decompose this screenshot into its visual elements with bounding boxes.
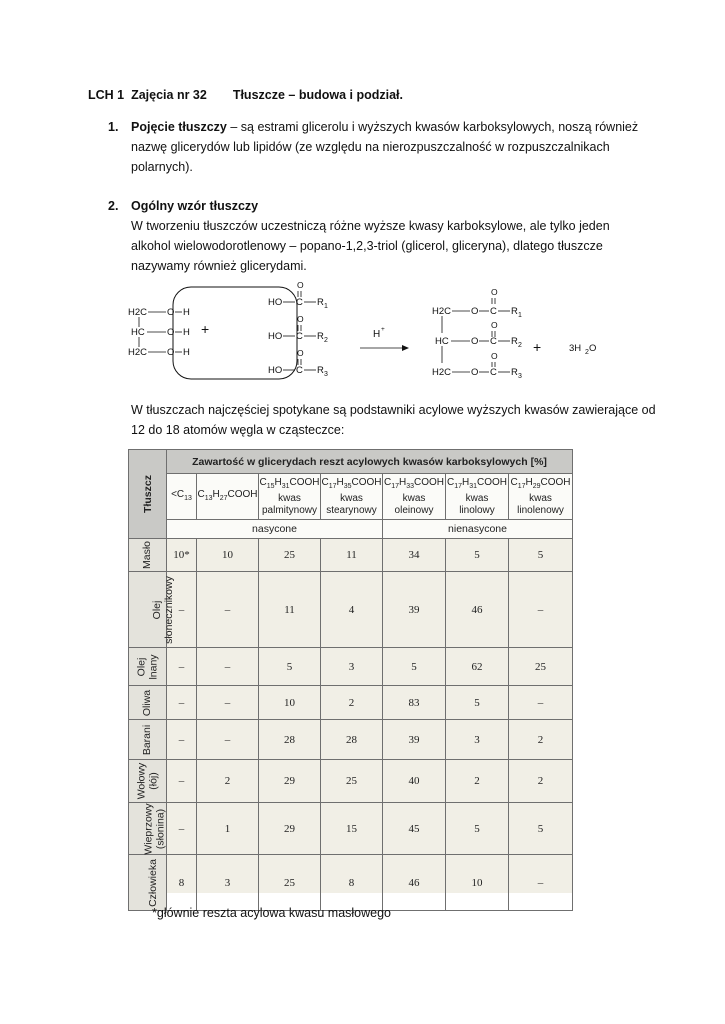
plus-sign-2: + (533, 339, 542, 355)
table-cell: 4 (321, 572, 383, 648)
section-1-definition (131, 117, 691, 177)
table-cell: 83 (383, 686, 446, 720)
col-header-oleic: $C_{17}H_{33}COOH$ kwas oleinowy (383, 474, 446, 520)
reaction-arrow (360, 326, 409, 351)
table-cell: 34 (383, 539, 446, 572)
table-cell: 25 (259, 855, 321, 911)
table-row (129, 855, 573, 911)
section-3-line-1: W tłuszczach najczęściej spotykane są podstawniki acylowe wyższych kwasów zawierające od (131, 403, 656, 417)
row-label: Człowieka (129, 855, 167, 911)
svg-text:O: O (589, 343, 597, 354)
table-cell: 46 (383, 855, 446, 911)
table-cell: 8 (167, 855, 197, 911)
svg-text:H: H (183, 307, 190, 318)
section-1-line-1: – są estrami glicerolu i wyższych kwasów karboksylowych, noszą również (226, 120, 639, 134)
svg-text:R: R (317, 331, 324, 342)
table-cell: 3 (446, 720, 509, 760)
table-cell: 45 (383, 803, 446, 855)
svg-text:+: + (381, 326, 385, 333)
row-label: Olej słonecznikowy (129, 572, 167, 648)
table-cell: – (167, 760, 197, 803)
table-title: Zawartość w glicerydach reszt acylowych kwasów karboksylowych [%] (167, 450, 573, 474)
row-label: Masło (129, 539, 167, 572)
svg-text:O: O (297, 348, 304, 358)
svg-text:R: R (511, 336, 518, 347)
col-header-palmitic: $C_{15}H_{31}COOH$ kwas palmitynowy (259, 474, 321, 520)
table-cell: – (167, 720, 197, 760)
svg-text:O: O (297, 280, 304, 290)
svg-text:R: R (317, 297, 324, 308)
table-cell: – (167, 572, 197, 648)
table-cell: – (167, 803, 197, 855)
lesson-number: Zajęcia nr 32 (131, 88, 207, 102)
esterification-reaction-diagram (120, 278, 620, 388)
footnote: *głównie reszta acylowa kwasu masłowego (152, 906, 392, 920)
row-label: Barani (129, 720, 167, 760)
svg-text:H: H (373, 329, 381, 340)
table-cell: 46 (446, 572, 509, 648)
section-1-term: Pojęcie tłuszczy (131, 120, 227, 134)
svg-text:H: H (183, 347, 190, 358)
section-2-line-3: nazywamy również glicerydami. (131, 259, 307, 273)
svg-text:O: O (491, 287, 498, 297)
table-cell: 5 (509, 539, 573, 572)
section-3-text (131, 400, 691, 440)
table-cell: 29 (259, 760, 321, 803)
table-cell: 11 (321, 539, 383, 572)
svg-text:O: O (167, 327, 175, 338)
triglyceride-molecule (432, 287, 522, 380)
table-cell: 3 (321, 648, 383, 686)
svg-text:C: C (296, 365, 303, 376)
col-header-linolenic: $C_{17}H_{29}COOH$ kwas linolenowy (509, 474, 573, 520)
group-unsaturated: nienasycone (383, 520, 573, 539)
svg-text:R: R (511, 367, 518, 378)
svg-text:HO: HO (268, 365, 283, 376)
svg-text:O: O (471, 306, 479, 317)
table-cell: 11 (259, 572, 321, 648)
col-header-lt-c13: $<C_{13}$ (167, 474, 197, 520)
svg-text:H: H (183, 327, 190, 338)
table-cell: – (197, 572, 259, 648)
table-cell: 25 (259, 539, 321, 572)
table-cell: – (167, 648, 197, 686)
col-header-linoleic: $C_{17}H_{31}COOH$ kwas linolowy (446, 474, 509, 520)
table-cell: 10* (167, 539, 197, 572)
svg-text:HO: HO (268, 297, 283, 308)
col-header-c13: $C_{13}H_{27}COOH$ (197, 474, 259, 520)
table-cell: 25 (509, 648, 573, 686)
fatty-acids (268, 280, 328, 378)
svg-text:H2C: H2C (128, 307, 148, 318)
table-cell: 5 (259, 648, 321, 686)
table-cell: 2 (446, 760, 509, 803)
svg-text:H2C: H2C (432, 367, 452, 378)
section-1-number: 1. (108, 120, 119, 134)
section-2-line-1: W tworzeniu tłuszczów uczestniczą różne wyższe kwasy karboksylowe, ale tylko jeden (131, 219, 610, 233)
section-1-line-3: polarnych). (131, 160, 193, 174)
svg-text:C: C (490, 306, 497, 317)
table-cell: 5 (446, 686, 509, 720)
table-cell: 2 (197, 760, 259, 803)
table-cell: 1 (197, 803, 259, 855)
page-title (88, 88, 403, 102)
svg-text:2: 2 (324, 337, 328, 344)
glycerol-molecule (128, 307, 190, 358)
svg-text:3H: 3H (569, 343, 582, 354)
svg-text:O: O (167, 307, 175, 318)
section-2-text (131, 196, 691, 276)
svg-text:O: O (167, 347, 175, 358)
svg-text:3: 3 (324, 371, 328, 378)
table-cell: 5 (383, 648, 446, 686)
table-row (129, 686, 573, 720)
table-row (129, 572, 573, 648)
svg-text:HC: HC (131, 327, 145, 338)
section-2-number: 2. (108, 199, 119, 213)
svg-text:C: C (296, 297, 303, 308)
table-cell: 28 (321, 720, 383, 760)
table-cell: – (197, 686, 259, 720)
table-cell: – (509, 686, 573, 720)
row-label: Wołowy (łój) (129, 760, 167, 803)
section-2-line-2: alkohol wielowodorotlenowy – popano-1,2,3-triol (glicerol, gliceryna), dlatego tłuszcze (131, 239, 603, 253)
table-cell: 2 (321, 686, 383, 720)
row-label: Wieprzowy (słonina) (129, 803, 167, 855)
table-cell: 10 (259, 686, 321, 720)
svg-text:3: 3 (518, 373, 522, 380)
table-row (129, 648, 573, 686)
table-cell: 5 (509, 803, 573, 855)
section-1-line-2: nazwę glicerydów lub lipidów (ze względu na nierozpuszczalność w rozpuszczalnikach (131, 140, 610, 154)
fat-composition-table-image (128, 449, 572, 907)
table-cell: 8 (321, 855, 383, 911)
svg-text:C: C (490, 336, 497, 347)
svg-text:R: R (511, 306, 518, 317)
table-cell: 39 (383, 720, 446, 760)
row-label: Olej lnany (129, 648, 167, 686)
svg-text:HO: HO (268, 331, 283, 342)
table-cell: 5 (446, 803, 509, 855)
table-cell: 2 (509, 720, 573, 760)
svg-text:O: O (491, 351, 498, 361)
svg-text:1: 1 (518, 312, 522, 319)
table-row (129, 803, 573, 855)
table-cell: 2 (509, 760, 573, 803)
plus-sign: + (201, 321, 210, 337)
row-label: Oliwa (129, 686, 167, 720)
svg-text:C: C (296, 331, 303, 342)
table-cell: 62 (446, 648, 509, 686)
table-cell: 25 (321, 760, 383, 803)
table-row (129, 539, 573, 572)
svg-text:O: O (297, 314, 304, 324)
table-cell: – (509, 572, 573, 648)
svg-text:O: O (471, 336, 479, 347)
table-cell: 3 (197, 855, 259, 911)
svg-text:C: C (490, 367, 497, 378)
svg-text:O: O (491, 320, 498, 330)
table-cell: 40 (383, 760, 446, 803)
table-cell: 5 (446, 539, 509, 572)
group-saturated: nasycone (167, 520, 383, 539)
course-code: LCH 1 (88, 88, 125, 102)
topic-title: Tłuszcze – budowa i podział. (232, 88, 403, 102)
svg-text:HC: HC (435, 336, 449, 347)
table-cell: 10 (446, 855, 509, 911)
fat-composition-table (128, 449, 573, 911)
table-cell: 39 (383, 572, 446, 648)
svg-text:O: O (471, 367, 479, 378)
table-cell: – (509, 855, 573, 911)
svg-text:1: 1 (324, 303, 328, 310)
svg-text:2: 2 (585, 349, 589, 356)
table-cell: – (167, 686, 197, 720)
table-cell: 28 (259, 720, 321, 760)
col-header-stearic: $C_{17}H_{35}COOH$ kwas stearynowy (321, 474, 383, 520)
svg-text:H2C: H2C (128, 347, 148, 358)
water-product (569, 343, 596, 356)
svg-text:H2C: H2C (432, 306, 452, 317)
table-cell: – (197, 648, 259, 686)
table-cell: 29 (259, 803, 321, 855)
table-cell: 10 (197, 539, 259, 572)
section-2-heading: Ogólny wzór tłuszczy (131, 199, 259, 213)
table-cell: 15 (321, 803, 383, 855)
svg-text:2: 2 (518, 342, 522, 349)
table-row (129, 720, 573, 760)
corner-header: Tłuszcz (129, 450, 167, 539)
table-row (129, 760, 573, 803)
section-3-line-2: 12 do 18 atomów węgla w cząsteczce: (131, 423, 345, 437)
table-cell: – (197, 720, 259, 760)
svg-text:R: R (317, 365, 324, 376)
